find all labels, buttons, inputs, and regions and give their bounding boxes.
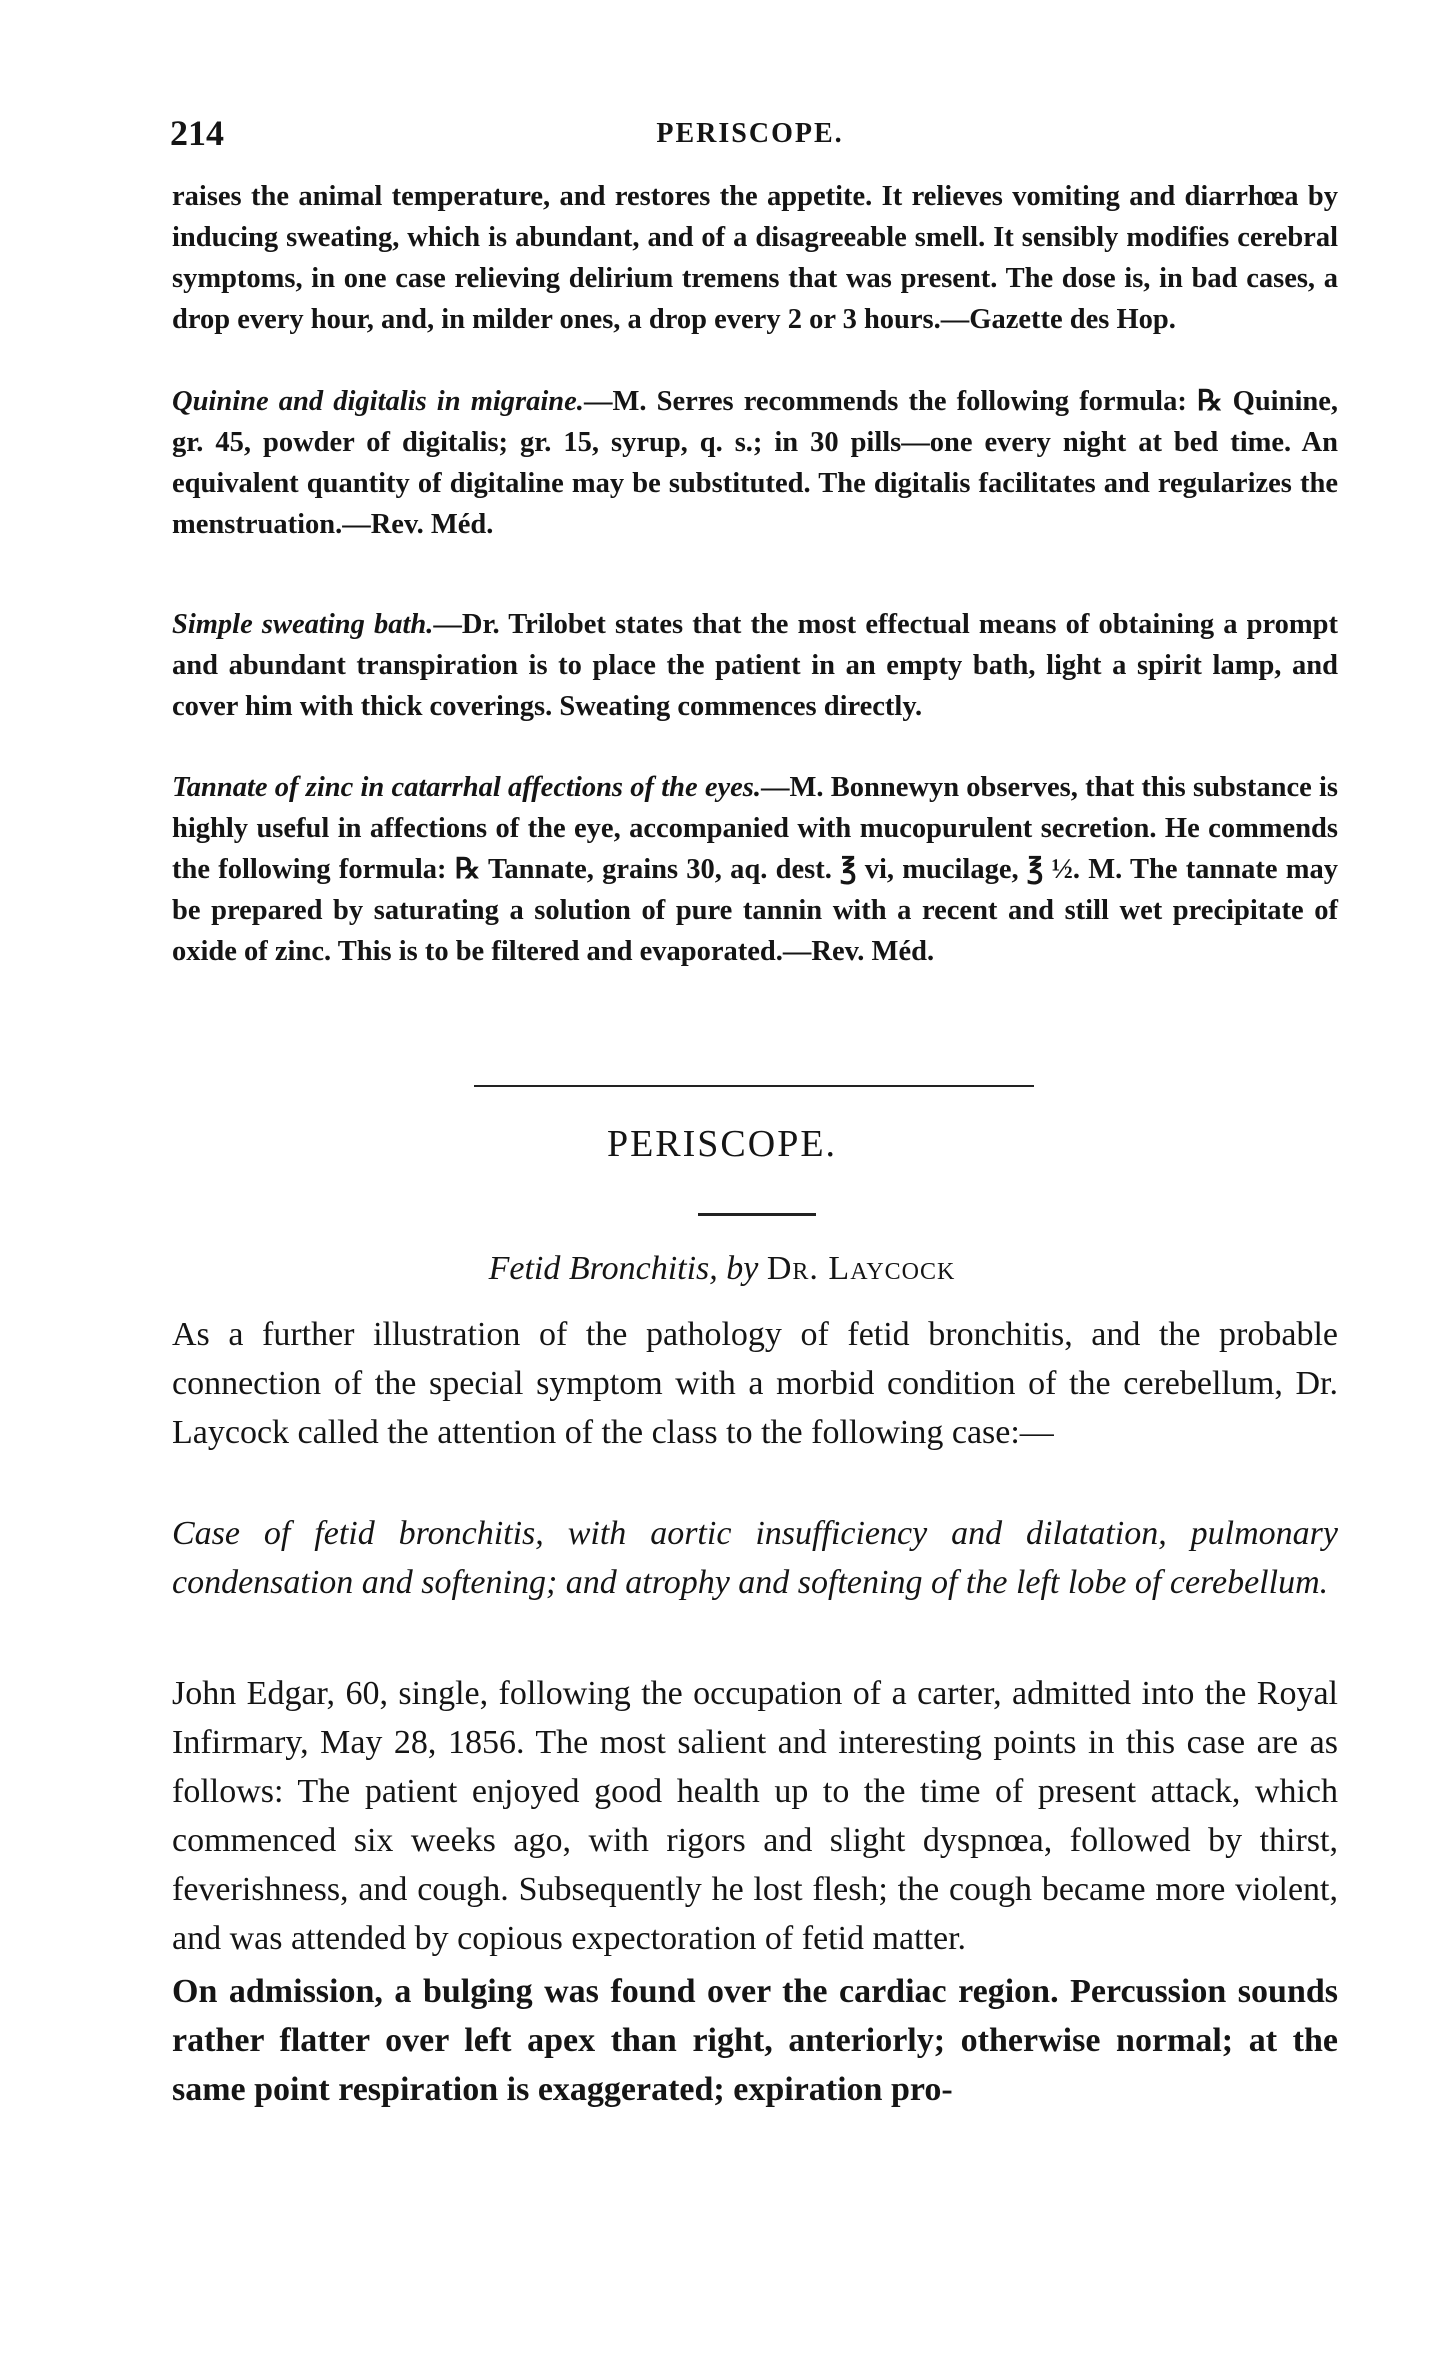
paragraph-lead: Tannate of zinc in catarrhal affections of the eyes. bbox=[172, 772, 762, 803]
article-author: Dr. Laycock bbox=[766, 1250, 956, 1287]
paragraph-fever-treatment bbox=[172, 176, 1338, 340]
paragraph-text: Case of fetid bronchitis, with aortic insufficiency and dilatation, pulmonary condensation and softening; and atrophy and softening of the left lobe of cerebellum. bbox=[172, 1515, 1338, 1601]
section-divider bbox=[474, 1085, 1034, 1087]
paragraph-text: As a further illustration of the pathology of fetid bronchitis, and the probable connection of the special symptom with a morbid condition of the cerebellum, Dr. Laycock called the attention of the class to the following case:— bbox=[172, 1316, 1338, 1451]
paragraph-tannate-zinc bbox=[172, 767, 1338, 972]
paragraph-text: On admission, a bulging was found over the cardiac region. Percussion sounds rather flatter over left apex than right, anteriorly; otherwise normal; at the same point respiration is exaggerated; expiration pro- bbox=[172, 1973, 1338, 2108]
paragraph-text: —M. Serres recommends the following formula: ℞ Quinine, gr. 45, powder of digitalis; gr. 15, syrup, q. s.; in 30 pills—one every night at bed time. An equivalent quantity of digitaline may be substituted. The digitalis facilitates and regularizes the menstruation.—Rev. Méd. bbox=[172, 386, 1338, 540]
paragraph-case-history bbox=[172, 1669, 1338, 1963]
case-heading bbox=[172, 1509, 1338, 1607]
paragraph-quinine-digitalis bbox=[172, 381, 1338, 545]
paragraph-lead: Simple sweating bath. bbox=[172, 609, 434, 640]
paragraph-text: John Edgar, 60, single, following the occupation of a carter, admitted into the Royal Infirmary, May 28, 1856. The most salient and interesting points in this case are as follows: The patient enjoyed good health up to the time of present attack, which commenced six weeks ago, with rigors and slight dyspnœa, followed by thirst, feverishness, and cough. Subsequently he lost flesh; the cough became more violent, and was attended by copious expectoration of fetid matter. bbox=[172, 1675, 1338, 1957]
paragraph-text: —M. Bonnewyn observes, that this substance is highly useful in affections of the eye, accompanied with mucopurulent secretion. He commends the following formula: ℞ Tannate, grains 30, aq. dest. ℥ vi, mucilage, ℥ ½. M. The tannate may be prepared by saturating a solution of pure tannin with a recent and still wet precipitate of oxide of zinc. This is to be filtered and evaporated.—Rev. Méd. bbox=[172, 772, 1338, 967]
article-title bbox=[0, 1250, 1444, 1288]
section-heading: PERISCOPE. bbox=[606, 1123, 838, 1165]
paragraph-introduction bbox=[172, 1310, 1338, 1457]
heading-underline bbox=[698, 1213, 816, 1216]
page-number: 214 bbox=[170, 113, 224, 153]
paragraph-text: —Dr. Trilobet states that the most effectual means of obtaining a prompt and abundant transpiration is to place the patient in an empty bath, light a spirit lamp, and cover him with thick coverings. Sweating commences directly. bbox=[172, 609, 1339, 722]
article-title-text: Fetid Bronchitis, bbox=[488, 1250, 718, 1287]
running-head bbox=[170, 112, 1330, 162]
paragraph-text: raises the animal temperature, and restores the appetite. It relieves vomiting and diarrhœa by inducing sweating, which is abundant, and of a disagreeable smell. It sensibly modifies cerebral symptoms, in one case relieving delirium tremens that was present. The dose is, in bad cases, a drop every hour, and, in milder ones, a drop every 2 or 3 hours.—Gazette des Hop. bbox=[172, 181, 1338, 335]
paragraph-lead: Quinine and digitalis in migraine. bbox=[172, 386, 584, 417]
running-title: PERISCOPE. bbox=[656, 118, 844, 149]
paragraph-admission bbox=[172, 1967, 1338, 2114]
paragraph-sweating-bath bbox=[172, 604, 1338, 727]
article-byline: by bbox=[726, 1250, 759, 1287]
